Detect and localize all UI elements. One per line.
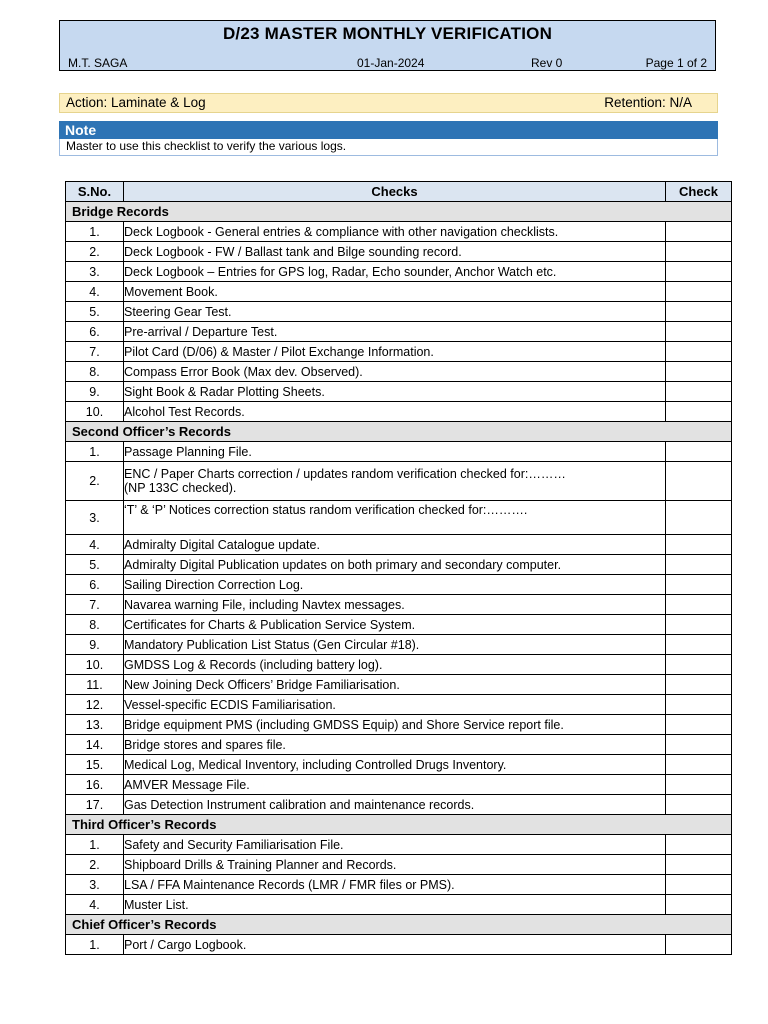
check-cell[interactable] — [666, 402, 732, 422]
column-header-sno: S.No. — [66, 182, 124, 202]
table-row — [66, 302, 732, 322]
check-cell[interactable] — [666, 675, 732, 695]
check-item-text — [124, 775, 666, 795]
table-row — [66, 735, 732, 755]
section-title: Second Officer’s Records — [66, 422, 732, 442]
check-item-line: Certificates for Charts & Publication Service System. — [124, 617, 416, 632]
check-item-text — [124, 595, 666, 615]
check-cell[interactable] — [666, 282, 732, 302]
check-cell[interactable] — [666, 735, 732, 755]
check-cell[interactable] — [666, 242, 732, 262]
table-row — [66, 755, 732, 775]
check-cell[interactable] — [666, 222, 732, 242]
check-item-text — [124, 755, 666, 775]
check-item-text — [124, 535, 666, 555]
check-item-text — [124, 615, 666, 635]
check-cell[interactable] — [666, 835, 732, 855]
column-header-check: Check — [666, 182, 732, 202]
table-row — [66, 535, 732, 555]
check-item-line: Mandatory Publication List Status (Gen Circular #18). — [124, 637, 420, 652]
check-item-line: AMVER Message File. — [124, 777, 250, 792]
check-item-text — [124, 282, 666, 302]
item-number: 3. — [66, 875, 124, 895]
column-header-checks: Checks — [124, 182, 666, 202]
item-number: 11. — [66, 675, 124, 695]
item-number: 4. — [66, 895, 124, 915]
check-item-text — [124, 242, 666, 262]
item-number: 9. — [66, 382, 124, 402]
table-row — [66, 501, 732, 535]
check-cell[interactable] — [666, 615, 732, 635]
check-item-line: Gas Detection Instrument calibration and maintenance records. — [124, 797, 475, 812]
check-item-line: LSA / FFA Maintenance Records (LMR / FMR files or PMS). — [124, 877, 455, 892]
action-bar — [59, 93, 718, 113]
table-row — [66, 775, 732, 795]
item-number: 7. — [66, 342, 124, 362]
item-number: 6. — [66, 322, 124, 342]
item-number: 1. — [66, 222, 124, 242]
item-number: 7. — [66, 595, 124, 615]
item-number: 1. — [66, 835, 124, 855]
check-cell[interactable] — [666, 362, 732, 382]
check-item-text — [124, 322, 666, 342]
check-cell[interactable] — [666, 595, 732, 615]
item-number: 1. — [66, 442, 124, 462]
table-row — [66, 362, 732, 382]
section-header-row — [66, 815, 732, 835]
check-item-line: Sight Book & Radar Plotting Sheets. — [124, 384, 325, 399]
table-row — [66, 615, 732, 635]
table-row — [66, 635, 732, 655]
document-title: D/23 MASTER MONTHLY VERIFICATION — [222, 24, 553, 43]
check-item-text — [124, 222, 666, 242]
check-cell[interactable] — [666, 442, 732, 462]
table-row — [66, 895, 732, 915]
check-item-line: Bridge equipment PMS (including GMDSS Equip) and Shore Service report file. — [124, 717, 564, 732]
item-number: 15. — [66, 755, 124, 775]
check-item-line: Pilot Card (D/06) & Master / Pilot Exchange Information. — [124, 344, 434, 359]
check-cell[interactable] — [666, 535, 732, 555]
check-cell[interactable] — [666, 935, 732, 955]
check-cell[interactable] — [666, 342, 732, 362]
item-number: 2. — [66, 242, 124, 262]
check-item-text — [124, 935, 666, 955]
table-row — [66, 262, 732, 282]
check-item-line: New Joining Deck Officers’ Bridge Familiarisation. — [124, 677, 400, 692]
check-cell[interactable] — [666, 715, 732, 735]
check-item-text — [124, 462, 666, 501]
section-title: Bridge Records — [66, 202, 732, 222]
section-title: Chief Officer’s Records — [66, 915, 732, 935]
item-number: 1. — [66, 935, 124, 955]
check-item-line: Safety and Security Familiarisation File. — [124, 837, 344, 852]
check-cell[interactable] — [666, 895, 732, 915]
table-row — [66, 442, 732, 462]
check-cell[interactable] — [666, 695, 732, 715]
table-row — [66, 715, 732, 735]
check-cell[interactable] — [666, 262, 732, 282]
check-item-line: Medical Log, Medical Inventory, including Controlled Drugs Inventory. — [124, 757, 507, 772]
check-item-text — [124, 262, 666, 282]
item-number: 4. — [66, 535, 124, 555]
check-cell[interactable] — [666, 635, 732, 655]
table-row — [66, 595, 732, 615]
check-item-text — [124, 302, 666, 322]
table-row — [66, 835, 732, 855]
check-item-line: Sailing Direction Correction Log. — [124, 577, 304, 592]
check-item-text — [124, 382, 666, 402]
table-row — [66, 875, 732, 895]
table-row — [66, 402, 732, 422]
check-item-text — [124, 402, 666, 422]
check-item-line: Movement Book. — [124, 284, 218, 299]
document-date: 01-Jan-2024 — [357, 56, 425, 70]
check-item-line: Muster List. — [124, 897, 189, 912]
check-item-text — [124, 795, 666, 815]
check-item-line: GMDSS Log & Records (including battery log). — [124, 657, 383, 672]
table-row — [66, 935, 732, 955]
note-heading: Note — [59, 121, 718, 139]
item-number: 2. — [66, 855, 124, 875]
check-item-line: Steering Gear Test. — [124, 304, 232, 319]
check-cell[interactable] — [666, 555, 732, 575]
check-item-text — [124, 855, 666, 875]
check-item-line: Navarea warning File, including Navtex messages. — [124, 597, 405, 612]
check-item-line: Vessel-specific ECDIS Familiarisation. — [124, 697, 336, 712]
check-item-text — [124, 875, 666, 895]
item-number: 10. — [66, 655, 124, 675]
check-cell[interactable] — [666, 795, 732, 815]
checklist-table — [65, 181, 732, 955]
table-row — [66, 242, 732, 262]
check-item-text — [124, 835, 666, 855]
item-number: 3. — [66, 262, 124, 282]
table-row — [66, 695, 732, 715]
item-number: 4. — [66, 282, 124, 302]
check-item-line: Deck Logbook – Entries for GPS log, Radar, Echo sounder, Anchor Watch etc. — [124, 264, 557, 279]
table-row — [66, 675, 732, 695]
note-text: Master to use this checklist to verify the various logs. — [59, 139, 718, 156]
item-number: 3. — [66, 501, 124, 535]
check-cell[interactable] — [666, 755, 732, 775]
check-item-line: ‘T’ & ‘P’ Notices correction status random verification checked for:………. — [124, 503, 528, 517]
table-row — [66, 282, 732, 302]
check-item-line: ENC / Paper Charts correction / updates random verification checked for:……… — [124, 467, 566, 481]
check-item-text — [124, 575, 666, 595]
item-number: 14. — [66, 735, 124, 755]
table-row — [66, 322, 732, 342]
table-row — [66, 382, 732, 402]
check-item-text — [124, 895, 666, 915]
page-number: Page 1 of 2 — [645, 56, 707, 70]
document-header — [59, 20, 716, 71]
section-title: Third Officer’s Records — [66, 815, 732, 835]
check-cell[interactable] — [666, 775, 732, 795]
check-cell[interactable] — [666, 462, 732, 501]
check-item-line: Bridge stores and spares file. — [124, 737, 286, 752]
retention-label: Retention: N/A — [604, 95, 692, 110]
check-cell[interactable] — [666, 655, 732, 675]
action-label: Action: Laminate & Log — [66, 95, 206, 110]
section-header-row — [66, 202, 732, 222]
item-number: 2. — [66, 462, 124, 501]
item-number: 16. — [66, 775, 124, 795]
check-item-text — [124, 735, 666, 755]
check-cell[interactable] — [666, 302, 732, 322]
item-number: 8. — [66, 362, 124, 382]
check-item-line: Admiralty Digital Catalogue update. — [124, 537, 320, 552]
check-item-line: Port / Cargo Logbook. — [124, 937, 247, 952]
table-row — [66, 655, 732, 675]
table-row — [66, 575, 732, 595]
revision-number: Rev 0 — [531, 56, 563, 70]
check-item-text — [124, 555, 666, 575]
check-item-text — [124, 501, 666, 535]
item-number: 8. — [66, 615, 124, 635]
check-item-text — [124, 675, 666, 695]
check-item-text — [124, 342, 666, 362]
item-number: 9. — [66, 635, 124, 655]
check-item-text — [124, 362, 666, 382]
check-item-line: (NP 133C checked). — [124, 481, 237, 495]
check-item-text — [124, 442, 666, 462]
check-item-line: Shipboard Drills & Training Planner and Records. — [124, 857, 397, 872]
check-item-text — [124, 695, 666, 715]
check-cell[interactable] — [666, 322, 732, 342]
section-header-row — [66, 915, 732, 935]
check-item-line: Admiralty Digital Publication updates on both primary and secondary computer. — [124, 557, 562, 572]
check-item-line: Alcohol Test Records. — [124, 404, 245, 419]
check-item-line: Compass Error Book (Max dev. Observed). — [124, 364, 363, 379]
check-cell[interactable] — [666, 382, 732, 402]
check-cell[interactable] — [666, 501, 732, 535]
item-number: 10. — [66, 402, 124, 422]
item-number: 12. — [66, 695, 124, 715]
vessel-name: M.T. SAGA — [68, 56, 128, 70]
item-number: 5. — [66, 302, 124, 322]
item-number: 17. — [66, 795, 124, 815]
table-row — [66, 222, 732, 242]
table-header-row — [66, 182, 732, 202]
table-row — [66, 342, 732, 362]
check-item-text — [124, 715, 666, 735]
check-cell[interactable] — [666, 855, 732, 875]
section-header-row — [66, 422, 732, 442]
table-row — [66, 462, 732, 501]
check-cell[interactable] — [666, 875, 732, 895]
check-item-line: Deck Logbook - General entries & compliance with other navigation checklists. — [124, 224, 559, 239]
check-item-line: Deck Logbook - FW / Ballast tank and Bilge sounding record. — [124, 244, 462, 259]
check-item-line: Pre-arrival / Departure Test. — [124, 324, 278, 339]
check-cell[interactable] — [666, 575, 732, 595]
check-item-line: Passage Planning File. — [124, 444, 252, 459]
check-item-text — [124, 635, 666, 655]
item-number: 6. — [66, 575, 124, 595]
item-number: 13. — [66, 715, 124, 735]
table-row — [66, 855, 732, 875]
item-number: 5. — [66, 555, 124, 575]
table-row — [66, 555, 732, 575]
table-row — [66, 795, 732, 815]
check-item-text — [124, 655, 666, 675]
